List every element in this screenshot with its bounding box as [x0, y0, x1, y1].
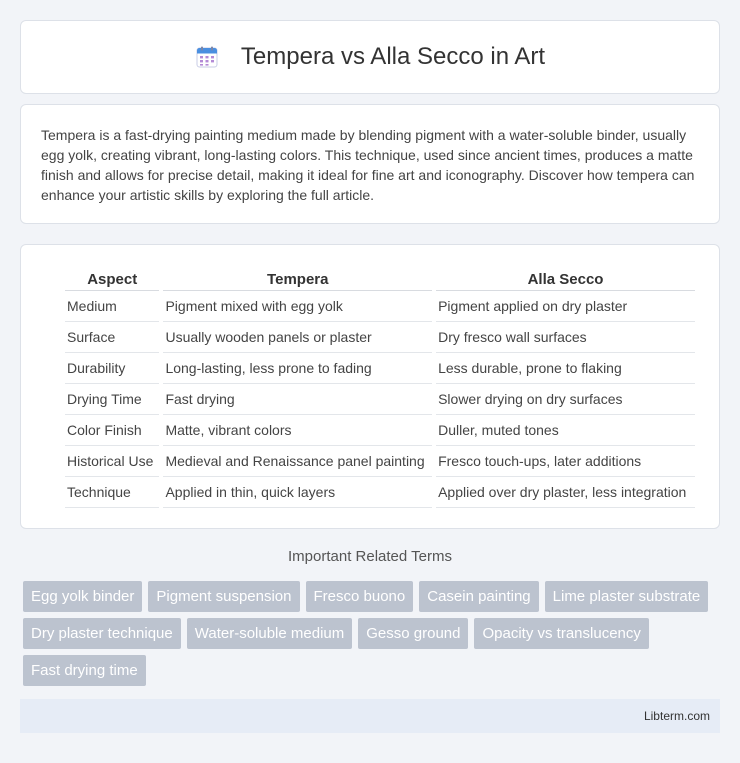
cell-alla-secco: Pigment applied on dry plaster: [436, 291, 695, 322]
related-term-tag[interactable]: Dry plaster technique: [23, 618, 181, 649]
cell-tempera: Applied in thin, quick layers: [163, 477, 432, 508]
cell-aspect: Surface: [65, 322, 159, 353]
cell-tempera: Long-lasting, less prone to fading: [163, 353, 432, 384]
intro-card: [20, 104, 720, 224]
related-term-tag[interactable]: Water-soluble medium: [187, 618, 353, 649]
cell-aspect: Drying Time: [65, 384, 159, 415]
table-row: [65, 322, 695, 353]
cell-tempera: Fast drying: [163, 384, 432, 415]
related-term-tag[interactable]: Fresco buono: [306, 581, 414, 612]
cell-alla-secco: Less durable, prone to flaking: [436, 353, 695, 384]
table-row: [65, 477, 695, 508]
table-row: [65, 353, 695, 384]
related-term-tag[interactable]: Egg yolk binder: [23, 581, 142, 612]
cell-aspect: Medium: [65, 291, 159, 322]
cell-tempera: Pigment mixed with egg yolk: [163, 291, 432, 322]
title-wrap: [195, 43, 545, 71]
header-card: [20, 20, 720, 94]
related-term-tag[interactable]: Casein painting: [419, 581, 538, 612]
header-tempera: Tempera: [163, 263, 432, 291]
related-terms-title: Important Related Terms: [288, 548, 452, 565]
cell-aspect: Technique: [65, 477, 159, 508]
related-terms-list: [23, 581, 723, 686]
cell-alla-secco: Duller, muted tones: [436, 415, 695, 446]
table-row: [65, 415, 695, 446]
related-term-tag[interactable]: Fast drying time: [23, 655, 146, 686]
cell-tempera: Medieval and Renaissance panel painting: [163, 446, 432, 477]
cell-alla-secco: Slower drying on dry surfaces: [436, 384, 695, 415]
comparison-table: [61, 263, 699, 508]
cell-alla-secco: Applied over dry plaster, less integration: [436, 477, 695, 508]
cell-tempera: Usually wooden panels or plaster: [163, 322, 432, 353]
related-term-tag[interactable]: Gesso ground: [358, 618, 468, 649]
cell-aspect: Color Finish: [65, 415, 159, 446]
related-term-tag[interactable]: Opacity vs translucency: [474, 618, 648, 649]
cell-tempera: Matte, vibrant colors: [163, 415, 432, 446]
related-term-tag[interactable]: Pigment suspension: [148, 581, 299, 612]
cell-alla-secco: Dry fresco wall surfaces: [436, 322, 695, 353]
cell-aspect: Historical Use: [65, 446, 159, 477]
calendar-icon: [195, 45, 219, 69]
page-title: Tempera vs Alla Secco in Art: [240, 43, 546, 70]
header-aspect: Aspect: [65, 263, 159, 291]
header-alla-secco: Alla Secco: [436, 263, 695, 291]
footer-site-link[interactable]: Libterm.com: [643, 709, 710, 723]
table-row: [65, 446, 695, 477]
related-term-tag[interactable]: Lime plaster substrate: [545, 581, 709, 612]
cell-alla-secco: Fresco touch-ups, later additions: [436, 446, 695, 477]
table-row: [65, 291, 695, 322]
comparison-card: [20, 244, 720, 529]
table-header-row: [65, 263, 695, 291]
intro-text: Tempera is a fast-drying painting medium made by blending pigment with a water-soluble binder, usually egg yolk, creating vibrant, long-lasting colors. This technique, used since ancient times, produces a matte finish and allows for precise detail, making it ideal for fine art and iconography. Discover how tempera can enhance your artistic skills by exploring the full article.: [41, 127, 695, 203]
table-row: [65, 384, 695, 415]
cell-aspect: Durability: [65, 353, 159, 384]
footer: [20, 699, 720, 733]
